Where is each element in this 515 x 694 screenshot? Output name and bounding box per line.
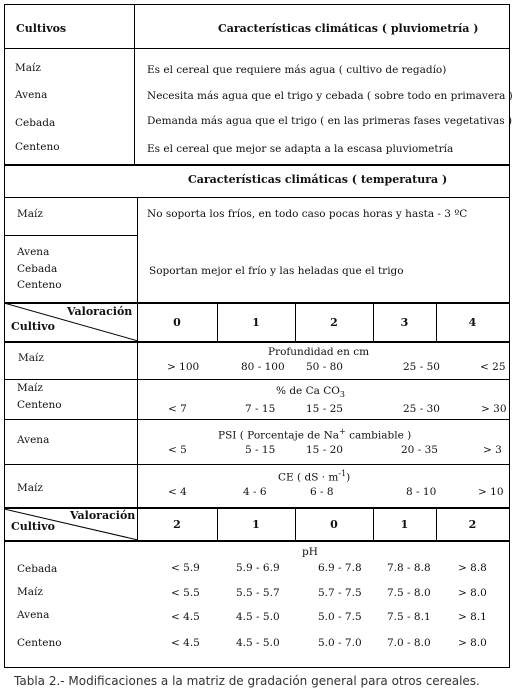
value-cell: 50 - 80 <box>306 361 343 373</box>
valoracion-label-2: Valoración <box>70 509 136 522</box>
col-header-ph-0: 2 <box>173 518 181 531</box>
value-cell: 20 - 35 <box>401 444 438 456</box>
col-header-ph-2: 0 <box>330 518 338 531</box>
param-profundidad: Profundidad en cm <box>268 346 370 358</box>
sec1-text-avena: Necesita más agua que el trigo y cebada ( sobre todo en primavera ) <box>147 90 513 102</box>
value-cell: 15 - 25 <box>306 403 343 415</box>
value-cell: > 10 <box>478 486 504 498</box>
sec4-crop-maiz: Maíz <box>17 586 43 598</box>
value-cell: > 8.1 <box>458 611 487 623</box>
sec1-text-cebada: Demanda más agua que el trigo ( en las primeras fases vegetativas ) <box>147 115 513 127</box>
sec1-crop-avena: Avena <box>15 89 48 101</box>
value-cell: 5.9 - 6.9 <box>236 562 280 574</box>
sec3-crop-maiz-prof: Maíz <box>18 352 44 364</box>
sec3-crop-centeno-caco3: Centeno <box>17 399 62 411</box>
value-cell: > 8.8 <box>458 562 487 574</box>
value-cell: < 5.5 <box>171 587 200 599</box>
col-header-3: 3 <box>400 316 409 329</box>
value-cell: 4.5 - 5.0 <box>236 637 280 649</box>
param-ce: CE ( dS · $m^{-1}$) <box>278 469 351 484</box>
sec4-crop-centeno: Centeno <box>17 637 62 649</box>
sec1-crop-centeno: Centeno <box>15 141 60 153</box>
param-caco3: % de Ca $CO_3$ <box>276 385 345 400</box>
value-cell: 4.5 - 5.0 <box>236 611 280 623</box>
sec4-crop-avena: Avena <box>17 609 50 621</box>
sec2-crop-centeno: Centeno <box>17 279 62 291</box>
value-cell: 15 - 20 <box>306 444 343 456</box>
value-cell: > 100 <box>167 361 200 373</box>
value-cell: < 4.5 <box>171 611 200 623</box>
sec3-crop-avena-psi: Avena <box>17 434 50 446</box>
col-header-4: 4 <box>468 316 477 329</box>
temperatura-title: Características climáticas ( temperatura ) <box>188 173 448 186</box>
sec2-text-maiz: No soporta los fríos, en todo caso pocas horas y hasta - 3 ºC <box>147 208 468 220</box>
value-cell: 25 - 30 <box>403 403 440 415</box>
value-cell: < 5 <box>168 444 187 456</box>
value-cell: 5.0 - 7.0 <box>318 637 362 649</box>
cultivos-header: Cultivos <box>16 22 67 35</box>
value-cell: 5 - 15 <box>245 444 276 456</box>
col-header-1: 1 <box>252 316 260 329</box>
value-cell: < 4 <box>168 486 187 498</box>
value-cell: 80 - 100 <box>241 361 285 373</box>
value-cell: > 30 <box>481 403 507 415</box>
sec2-crop-avena: Avena <box>17 246 50 258</box>
value-cell: 25 - 50 <box>403 361 440 373</box>
value-cell: 6.9 - 7.8 <box>318 562 362 574</box>
value-cell: 6 - 8 <box>310 486 334 498</box>
sec3-crop-maiz-caco3: Maíz <box>17 382 43 394</box>
value-cell: > 3 <box>483 444 502 456</box>
param-psi: PSI ( Porcentaje de Na+ cambiable ) <box>218 427 412 442</box>
sec1-crop-maiz: Maíz <box>15 62 41 74</box>
sec1-text-maiz: Es el cereal que requiere más agua ( cultivo de regadío) <box>147 64 447 76</box>
col-header-ph-3: 1 <box>400 518 409 531</box>
col-header-2: 2 <box>330 316 338 329</box>
value-cell: < 25 <box>480 361 506 373</box>
sec1-text-centeno: Es el cereal que mejor se adapta a la escasa pluviometría <box>147 143 454 155</box>
valoracion-label-1: Valoración <box>67 305 133 318</box>
value-cell: 7.0 - 8.0 <box>387 637 431 649</box>
sec2-crop-maiz: Maíz <box>17 208 43 220</box>
value-cell: > 8.0 <box>458 587 487 599</box>
cultivo-label-1: Cultivo <box>11 320 55 333</box>
col-header-ph-4: 2 <box>468 518 477 531</box>
value-cell: 7 - 15 <box>245 403 276 415</box>
value-cell: < 5.9 <box>171 562 200 574</box>
sec3-crop-maiz-ce: Maíz <box>17 482 43 494</box>
table-caption: Tabla 2.- Modificaciones a la matriz de gradación general para otros cereales. <box>14 674 480 688</box>
col-header-0: 0 <box>173 316 181 329</box>
pluviometria-title: Características climáticas ( pluviometría ) <box>218 22 479 35</box>
sec1-crop-cebada: Cebada <box>15 117 56 129</box>
col-header-ph-1: 1 <box>252 518 260 531</box>
value-cell: 7.8 - 8.8 <box>387 562 431 574</box>
sec2-text-group: Soportan mejor el frío y las heladas que el trigo <box>149 265 404 277</box>
cultivo-label-2: Cultivo <box>11 520 55 533</box>
value-cell: 7.5 - 8.1 <box>387 611 431 623</box>
param-ph: pH <box>302 546 318 558</box>
sec2-crop-cebada: Cebada <box>17 263 58 275</box>
value-cell: < 4.5 <box>171 637 200 649</box>
value-cell: 5.5 - 5.7 <box>236 587 280 599</box>
sec4-crop-cebada: Cebada <box>17 563 58 575</box>
value-cell: 4 - 6 <box>243 486 267 498</box>
value-cell: < 7 <box>168 403 187 415</box>
value-cell: 5.0 - 7.5 <box>318 611 362 623</box>
value-cell: > 8.0 <box>458 637 487 649</box>
value-cell: 5.7 - 7.5 <box>318 587 362 599</box>
value-cell: 7.5 - 8.0 <box>387 587 431 599</box>
value-cell: 8 - 10 <box>406 486 437 498</box>
